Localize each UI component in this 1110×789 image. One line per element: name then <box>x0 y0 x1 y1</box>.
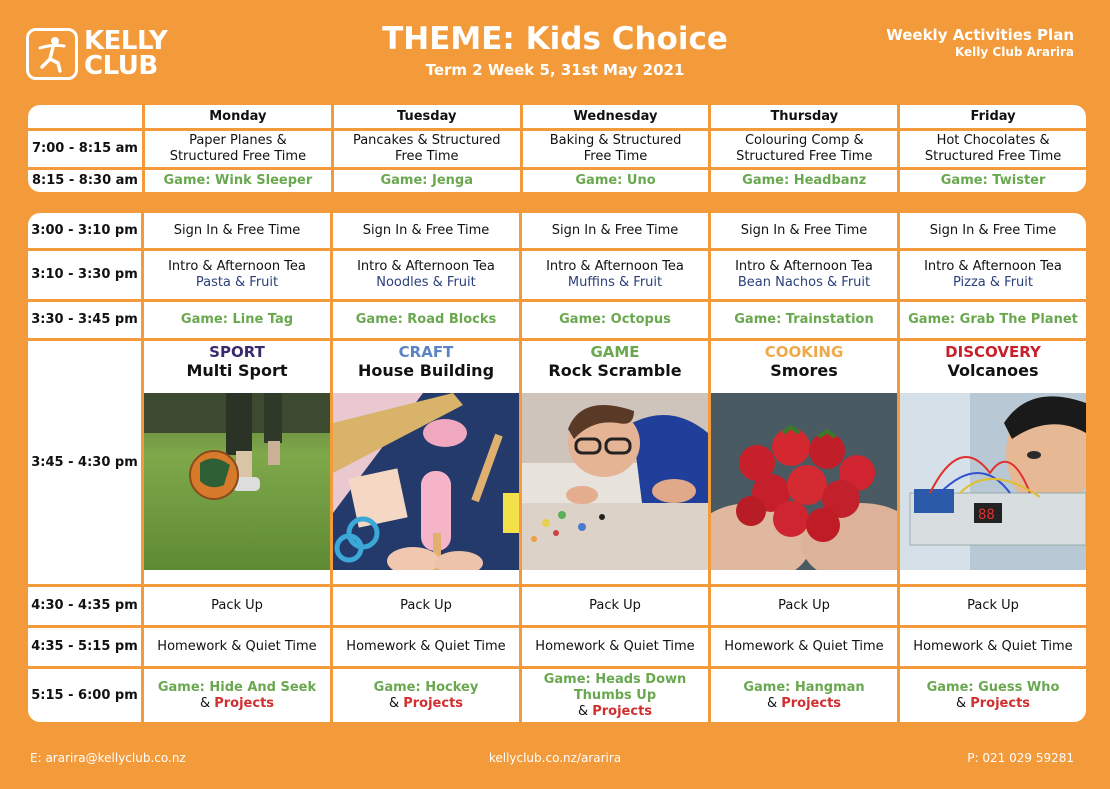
morning-game: Game: Wink Sleeper <box>145 170 331 192</box>
activity-name: Rock Scramble <box>548 361 682 380</box>
morning-game: Game: Twister <box>900 170 1086 192</box>
final-cell: Game: Hockey & Projects <box>333 669 519 722</box>
day-header: Friday <box>900 105 1086 128</box>
tea-cell: Intro & Afternoon Tea Muffins & Fruit <box>522 251 708 299</box>
homework-cell: Homework & Quiet Time <box>900 628 1086 666</box>
activity-category: GAME <box>590 343 640 361</box>
plan-title: Weekly Activities Plan <box>886 26 1074 44</box>
packup-cell: Pack Up <box>144 587 330 625</box>
electronics-kid-image <box>900 393 1086 570</box>
time-label: 3:00 - 3:10 pm <box>28 213 141 248</box>
day-header: Monday <box>145 105 331 128</box>
activity-category: COOKING <box>764 343 844 361</box>
activity-name: Smores <box>770 361 838 380</box>
logo-text-line1: KELLY <box>84 26 168 56</box>
morning-activity: Hot Chocolates & Structured Free Time <box>900 131 1086 167</box>
morning-game: Game: Uno <box>523 170 709 192</box>
packup-cell: Pack Up <box>711 587 897 625</box>
time-label: 4:30 - 4:35 pm <box>28 587 141 625</box>
time-label: 8:15 - 8:30 am <box>28 170 142 192</box>
time-label: 7:00 - 8:15 am <box>28 131 142 167</box>
activity-category: SPORT <box>209 343 265 361</box>
tea-food: Pasta & Fruit <box>195 275 279 290</box>
activity-cell-craft <box>333 341 519 584</box>
time-label: 3:30 - 3:45 pm <box>28 302 141 338</box>
final-cell: Game: Hide And Seek & Projects <box>144 669 330 722</box>
activity-cell-discovery <box>900 341 1086 584</box>
tea-cell: Intro & Afternoon Tea Noodles & Fruit <box>333 251 519 299</box>
signin-cell: Sign In & Free Time <box>711 213 897 248</box>
strawberries-image <box>711 393 897 570</box>
signin-cell: Sign In & Free Time <box>900 213 1086 248</box>
morning-activity: Paper Planes & Structured Free Time <box>145 131 331 167</box>
activity-name: House Building <box>357 361 495 380</box>
tea-food: Muffins & Fruit <box>567 275 663 290</box>
running-kid-icon <box>26 28 78 80</box>
afternoon-game: Game: Trainstation <box>711 302 897 338</box>
boy-with-marbles-image <box>522 393 708 570</box>
day-header: Thursday <box>711 105 897 128</box>
morning-activity: Baking & Structured Free Time <box>523 131 709 167</box>
homework-cell: Homework & Quiet Time <box>711 628 897 666</box>
packup-cell: Pack Up <box>900 587 1086 625</box>
page-title: THEME: Kids Choice <box>382 21 728 57</box>
activity-name: Volcanoes <box>947 361 1039 380</box>
day-header: Wednesday <box>523 105 709 128</box>
final-cell: Game: Hangman & Projects <box>711 669 897 722</box>
projects-label: Projects <box>970 695 1031 711</box>
projects-label: Projects <box>781 695 842 711</box>
morning-schedule <box>28 105 1086 192</box>
craft-supplies-image <box>333 393 519 570</box>
final-cell: Game: Heads Down Thumbs Up & Projects <box>522 669 708 722</box>
activity-cell-sport <box>144 341 330 584</box>
signin-cell: Sign In & Free Time <box>144 213 330 248</box>
time-label: 3:45 - 4:30 pm <box>28 341 141 584</box>
projects-label: Projects <box>403 695 464 711</box>
homework-cell: Homework & Quiet Time <box>333 628 519 666</box>
morning-game: Game: Jenga <box>334 170 520 192</box>
homework-cell: Homework & Quiet Time <box>144 628 330 666</box>
time-label: 5:15 - 6:00 pm <box>28 669 141 722</box>
tea-food: Bean Nachos & Fruit <box>737 275 871 290</box>
activity-cell-game <box>522 341 708 584</box>
packup-cell: Pack Up <box>333 587 519 625</box>
activity-category: DISCOVERY <box>945 343 1041 361</box>
page-subtitle: Term 2 Week 5, 31st May 2021 <box>425 61 685 79</box>
time-label: 4:35 - 5:15 pm <box>28 628 141 666</box>
club-name: Kelly Club Ararira <box>954 45 1074 59</box>
tea-cell: Intro & Afternoon Tea Pasta & Fruit <box>144 251 330 299</box>
footer-website[interactable]: kellyclub.co.nz/ararira <box>488 751 622 765</box>
svg-text:88: 88 <box>978 507 995 523</box>
activity-category: CRAFT <box>398 343 454 361</box>
afternoon-game: Game: Octopus <box>522 302 708 338</box>
homework-cell: Homework & Quiet Time <box>522 628 708 666</box>
footer-phone[interactable]: P: 021 029 59281 <box>967 751 1074 765</box>
morning-game: Game: Headbanz <box>711 170 897 192</box>
final-cell: Game: Guess Who & Projects <box>900 669 1086 722</box>
day-header: Tuesday <box>334 105 520 128</box>
morning-activity: Colouring Comp & Structured Free Time <box>711 131 897 167</box>
afternoon-schedule <box>28 213 1086 722</box>
tea-cell: Intro & Afternoon Tea Pizza & Fruit <box>900 251 1086 299</box>
projects-label: Projects <box>592 703 653 719</box>
afternoon-game: Game: Grab The Planet <box>900 302 1086 338</box>
time-label: 3:10 - 3:30 pm <box>28 251 141 299</box>
corner-cell <box>28 105 142 128</box>
tea-food: Pizza & Fruit <box>952 275 1033 290</box>
afternoon-game: Game: Line Tag <box>144 302 330 338</box>
projects-label: Projects <box>214 695 275 711</box>
logo-text-line2: CLUB <box>84 51 158 81</box>
afternoon-game: Game: Road Blocks <box>333 302 519 338</box>
kelly-club-logo <box>26 26 168 82</box>
morning-activity: Pancakes & Structured Free Time <box>334 131 520 167</box>
activity-cell-cooking <box>711 341 897 584</box>
tea-food: Noodles & Fruit <box>376 275 476 290</box>
tea-cell: Intro & Afternoon Tea Bean Nachos & Fruit <box>711 251 897 299</box>
activity-name: Multi Sport <box>186 361 288 380</box>
signin-cell: Sign In & Free Time <box>522 213 708 248</box>
signin-cell: Sign In & Free Time <box>333 213 519 248</box>
soccer-ball-image <box>144 393 330 570</box>
footer-email[interactable]: E: ararira@kellyclub.co.nz <box>30 751 186 765</box>
packup-cell: Pack Up <box>522 587 708 625</box>
